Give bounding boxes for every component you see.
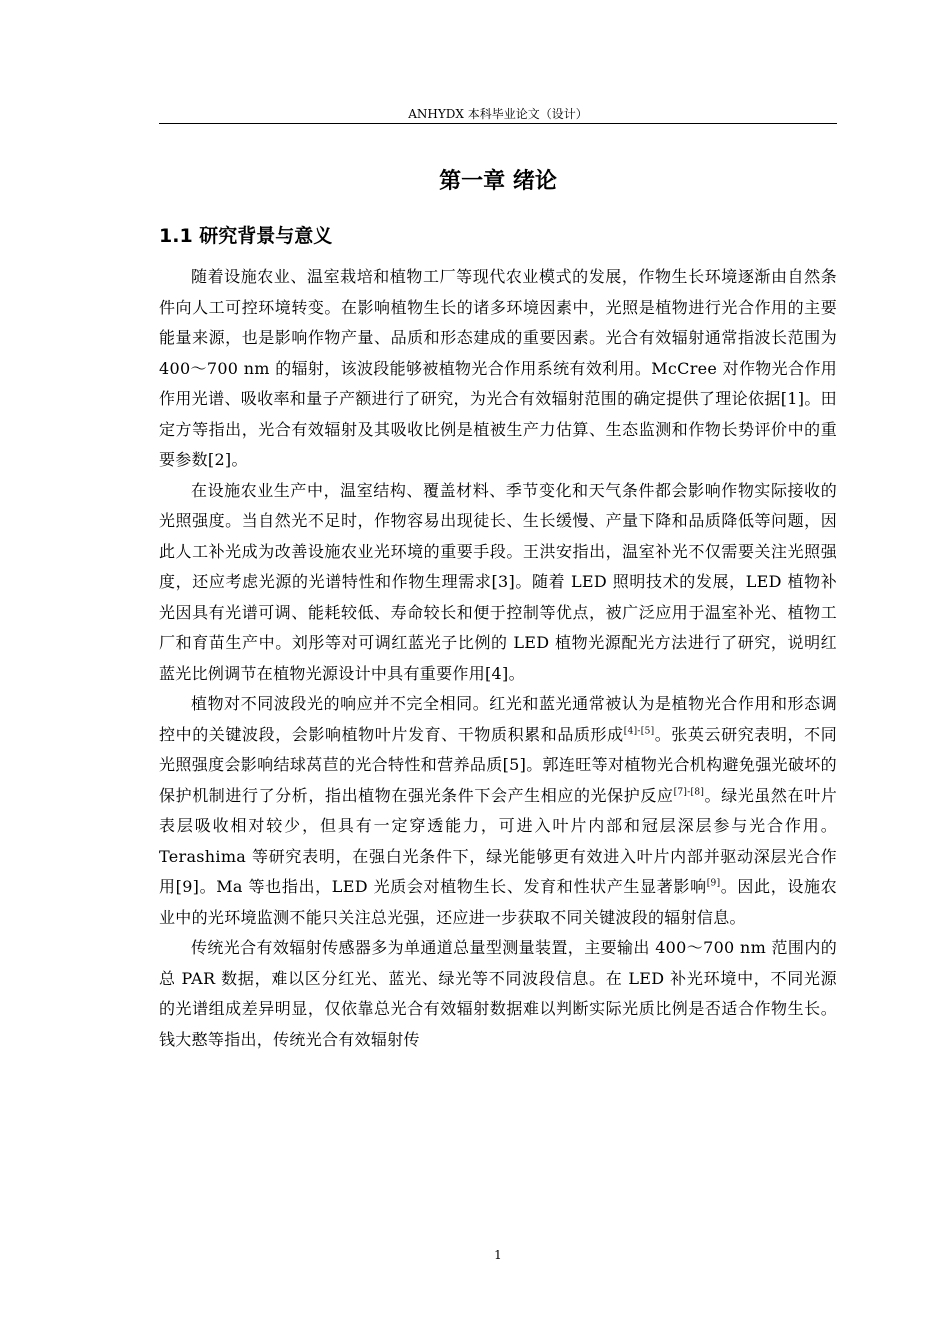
running-header: ANHYDX 本科毕业论文（设计） — [408, 107, 588, 121]
citation-superscript: [7]-[8] — [673, 787, 705, 798]
citation-superscript: [9] — [706, 878, 721, 889]
text-run: 。因此，设施农业中的光环境监测不能只关注总光强，还应进一步获取不同关键波段的辐射信息。 — [159, 877, 837, 927]
text-run: 传统光合有效辐射传感器多为单通道总量型测量装置，主要输出 400～700 nm 范围内的总 PAR 数据，难以区分红光、蓝光、绿光等不同波段信息。在 LED 补光环境中，不同光源的光谱组成差异明显，仅依靠总光合有效辐射数据难以判断实际光质比例是否适合作物生长。钱大憨等指出，传统光合有效辐射传 — [159, 938, 837, 1049]
citation-superscript: [4]-[5] — [623, 726, 655, 737]
paragraph — [159, 689, 837, 933]
page-number: 1 — [494, 1248, 502, 1262]
text-run: 植物对不同波段光的响应并不完全相同。红光和蓝光通常被认为是植物光合作用和形态调控中的关键波段，会影响植物叶片发育、干物质积累和品质形成 — [159, 694, 837, 744]
text-run: 。绿光虽然在叶片表层吸收相对较少，但具有一定穿透能力，可进入叶片内部和冠层深层参与光合作用。Terashima 等研究表明，在强白光条件下，绿光能够更有效进入叶片内部并驱动深层光合作用[9]。Ma 等也指出，LED 光质会对植物生长、发育和性状产生显著影响 — [159, 785, 837, 896]
section-title: 1.1 研究背景与意义 — [159, 225, 333, 247]
text-run: 。张英云研究表明，不同光照强度会影响结球莴苣的光合特性和营养品质[5]。郭连旺等对植物光合机构避免强光破坏的保护机制进行了分析，指出植物在强光条件下会产生相应的光保护反应 — [159, 724, 837, 805]
header-rule — [159, 123, 837, 124]
chapter-title: 第一章 绪论 — [439, 169, 557, 194]
body-text — [159, 262, 837, 1055]
paragraph — [159, 933, 837, 1055]
paragraph — [159, 476, 837, 690]
text-run: 在设施农业生产中，温室结构、覆盖材料、季节变化和天气条件都会影响作物实际接收的光照强度。当自然光不足时，作物容易出现徒长、生长缓慢、产量下降和品质降低等问题，因此人工补光成为改善设施农业光环境的重要手段。王洪安指出，温室补光不仅需要关注光照强度，还应考虑光源的光谱特性和作物生理需求[3]。随着 LED 照明技术的发展，LED 植物补光因具有光谱可调、能耗较低、寿命较长和便于控制等优点，被广泛应用于温室补光、植物工厂和育苗生产中。刘彤等对可调红蓝光子比例的 LED 植物光源配光方法进行了研究，说明红蓝光比例调节在植物光源设计中具有重要作用[4]。 — [159, 480, 837, 683]
paragraph — [159, 262, 837, 476]
text-run: 随着设施农业、温室栽培和植物工厂等现代农业模式的发展，作物生长环境逐渐由自然条件向人工可控环境转变。在影响植物生长的诸多环境因素中，光照是植物进行光合作用的主要能量来源，也是影响作物产量、品质和形态建成的重要因素。光合有效辐射通常指波长范围为 400～700 nm 的辐射，该波段能够被植物光合作用系统有效利用。McCree 对作物光合作用作用光谱、吸收率和量子产额进行了研究，为光合有效辐射范围的确定提供了理论依据[1]。田定方等指出，光合有效辐射及其吸收比例是植被生产力估算、生态监测和作物长势评价中的重要参数[2]。 — [159, 267, 837, 469]
